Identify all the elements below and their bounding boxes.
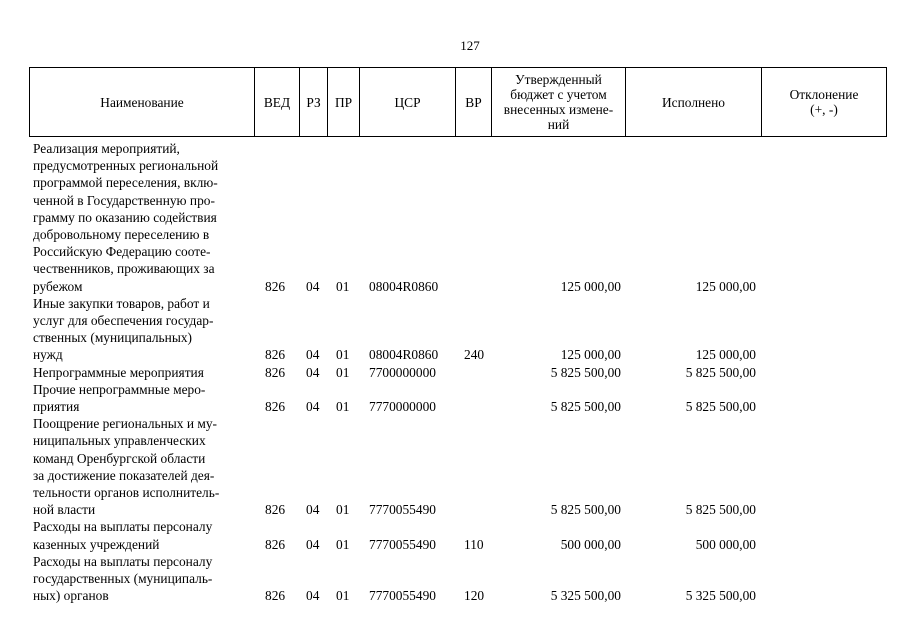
table-row: [33, 140, 883, 295]
row-name-line: ственных (муниципальных): [33, 330, 192, 346]
header-pr: ПР: [328, 68, 360, 136]
row-name-line: государственных (муниципаль-: [33, 571, 213, 587]
row-budget: 5 825 500,00: [550, 399, 621, 415]
table-body: [33, 140, 883, 604]
row-budget: 5 325 500,00: [550, 588, 621, 604]
header-csr: ЦСР: [360, 68, 456, 136]
row-name-line: ных) органов: [33, 588, 109, 604]
row-name-line: Прочие непрограммные меро-: [33, 381, 206, 397]
row-pr: 01: [336, 364, 350, 380]
row-name: [33, 295, 248, 364]
row-done: 125 000,00: [695, 347, 756, 363]
row-ved: 826: [265, 399, 286, 415]
row-rz: 04: [306, 536, 320, 552]
header-vr: ВР: [456, 68, 492, 136]
row-ved: 826: [265, 347, 286, 363]
row-pr: 01: [336, 278, 350, 294]
row-pr: 01: [336, 399, 350, 415]
row-csr: 7770000000: [369, 399, 436, 415]
row-done: 125 000,00: [695, 278, 756, 294]
row-name: [33, 415, 248, 518]
row-name-line: казенных учреждений: [33, 536, 160, 552]
table-row: [33, 381, 883, 415]
row-csr: 7700000000: [369, 364, 436, 380]
table-row: [33, 553, 883, 605]
row-budget: 5 825 500,00: [550, 364, 621, 380]
row-name-line: Российскую Федерацию соотe-: [33, 244, 211, 260]
row-vr: 240: [464, 347, 485, 363]
row-done: 500 000,00: [695, 536, 756, 552]
row-csr: 08004R0860: [369, 278, 439, 294]
row-name-line: Иные закупки товаров, работ и: [33, 295, 210, 311]
row-name: [33, 140, 248, 295]
row-name: [33, 381, 248, 415]
header-name: Наименование: [30, 68, 255, 136]
row-budget: 500 000,00: [560, 536, 621, 552]
header-deviation: Отклонение (+, -): [789, 87, 859, 117]
row-name-line: предусмотренных региональной: [33, 158, 219, 174]
row-done: 5 325 500,00: [685, 588, 756, 604]
row-ved: 826: [265, 278, 286, 294]
row-name-line: ной власти: [33, 502, 96, 518]
header-done: Исполнено: [626, 68, 762, 136]
row-ved: 826: [265, 502, 286, 518]
row-budget: 5 825 500,00: [550, 502, 621, 518]
row-budget: 125 000,00: [560, 278, 621, 294]
row-name-line: за достижение показателей дея-: [33, 467, 215, 483]
row-name-line: ченной в Государственную про-: [33, 192, 215, 208]
row-name-line: Непрограммные мероприятия: [33, 364, 204, 380]
row-rz: 04: [306, 347, 320, 363]
row-name-line: Расходы на выплаты персоналу: [33, 519, 213, 535]
row-done: 5 825 500,00: [685, 502, 756, 518]
row-name-line: нужд: [33, 347, 63, 363]
row-vr: 110: [464, 536, 484, 552]
row-name-line: грамму по оказанию содействия: [33, 209, 217, 225]
row-csr: 7770055490: [369, 536, 436, 552]
row-name-line: Реализация мероприятий,: [33, 141, 180, 156]
table-row: [33, 415, 883, 518]
header-budget: Утвержденный бюджет с учетом внесенных измене- ний: [492, 68, 626, 136]
table-row: [33, 518, 883, 552]
table-row: [33, 364, 883, 381]
row-rz: 04: [306, 502, 320, 518]
header-rz: РЗ: [300, 68, 328, 136]
row-ved: 826: [265, 536, 286, 552]
row-ved: 826: [265, 364, 286, 380]
row-csr: 08004R0860: [369, 347, 439, 363]
row-name-line: Поощрение региональных и му-: [33, 416, 217, 432]
row-name: [33, 518, 248, 552]
row-name: [33, 364, 248, 381]
row-name-line: ниципальных управленческих: [33, 433, 206, 449]
row-pr: 01: [336, 536, 350, 552]
row-rz: 04: [306, 364, 320, 380]
row-done: 5 825 500,00: [685, 399, 756, 415]
row-name-line: рубежом: [33, 278, 83, 294]
row-rz: 04: [306, 588, 320, 604]
row-name-line: Расходы на выплаты персоналу: [33, 553, 213, 569]
row-name-line: добровольному переселению в: [33, 227, 210, 243]
row-csr: 7770055490: [369, 502, 436, 518]
row-budget: 125 000,00: [560, 347, 621, 363]
row-name-line: чественников, проживающих за: [33, 261, 215, 277]
row-name-line: тельности органов исполнитель-: [33, 485, 220, 501]
row-name-line: программой переселения, вклю-: [33, 175, 218, 191]
row-pr: 01: [336, 502, 350, 518]
row-name: [33, 553, 248, 605]
row-rz: 04: [306, 278, 320, 294]
row-pr: 01: [336, 588, 350, 604]
row-rz: 04: [306, 399, 320, 415]
page-number: 127: [460, 38, 480, 53]
row-done: 5 825 500,00: [685, 364, 756, 380]
table-row: [33, 295, 883, 364]
header-ved: ВЕД: [255, 68, 300, 136]
table-header: [29, 67, 887, 137]
row-name-line: услуг для обеспечения государ-: [33, 313, 214, 329]
row-ved: 826: [265, 588, 286, 604]
row-pr: 01: [336, 347, 350, 363]
row-vr: 120: [464, 588, 485, 604]
row-name-line: приятия: [33, 399, 80, 415]
row-name-line: команд Оренбургской области: [33, 450, 206, 466]
row-csr: 7770055490: [369, 588, 436, 604]
